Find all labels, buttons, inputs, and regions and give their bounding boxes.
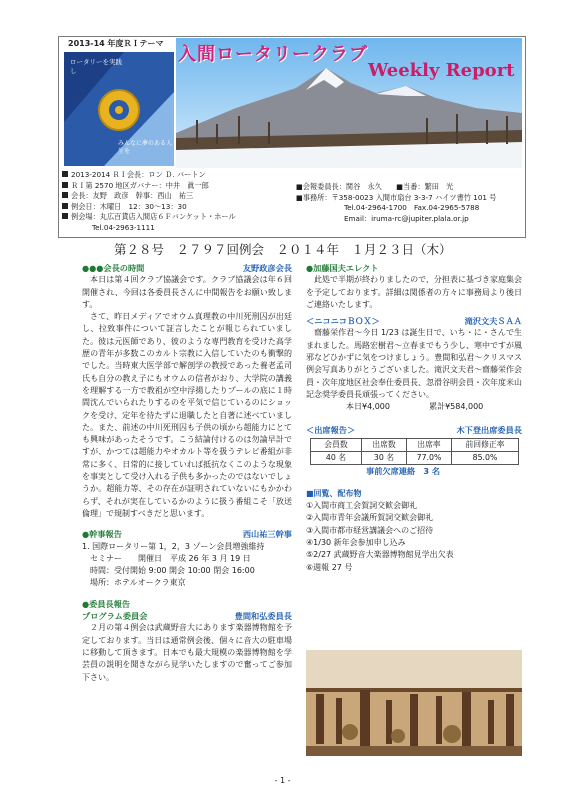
page-number: - 1 - <box>274 776 291 785</box>
table-row <box>311 452 519 465</box>
table-header-cell: 前回修正率 <box>452 438 519 451</box>
niconico-box-paragraph: 齋藤栄作君～今日 1/23 は誕生日で、いち・に・さんで生まれました。馬路宏樹君～立春までもう少し、寒中ですが風邪などひかずに気をつけましょう。豊間和弘君～クリスマス例会写真ありがとうございました。滝沢文夫君～齋藤栄作会員・次年度地区社会奉仕委員長、忽滑谷明会員・次年度米山記念奨学委員長頑張ってください。 <box>306 328 522 399</box>
saa-name: 滝沢文夫ＳＡＡ <box>464 316 522 327</box>
info-line-ri-president: 2013-2014 ＲＩ会長：ロン Ｄ. バートン <box>62 170 236 181</box>
secretary-name: 西山祐三幹事 <box>242 529 292 540</box>
left-column <box>82 262 292 684</box>
table-header-cell: 会員数 <box>311 438 362 451</box>
circulation-heading: ■回覧、配布物 <box>306 488 362 498</box>
table-cell: 30 名 <box>362 452 407 465</box>
list-item: ⑤2/27 武蔵野音大楽器博物館見学出欠表 <box>306 550 454 560</box>
info-office: ■事務所：〒358-0023 入間市扇台 3-3-7 ハイツ書竹 101 号 <box>296 192 497 202</box>
club-title: 入間ロータリークラブ <box>178 44 368 65</box>
list-item: 場所：ホテルオークラ東京 <box>82 578 186 588</box>
elect-paragraph: 此処で半期が終わりましたので、分担表に基づき家庭集会を予定しております。詳細は関係者の方々に事務局より後日ご連絡いたします。 <box>306 275 522 309</box>
info-editor: ■会報委員長：関谷 永久 ■当番：繁田 光 <box>296 182 454 191</box>
attendance-table <box>310 438 519 466</box>
table-cell: 40 名 <box>311 452 362 465</box>
president-paragraph-1: 本日は第４回クラブ協議会です。クラブ協議会は年６回開催され、今回は各委員長さんに中間報告をお願い致します。 <box>82 275 292 309</box>
elect-section-heading: ●加藤国夫エレクト <box>306 263 379 273</box>
president-section-heading: ●●●会長の時間 友野政彦会長 <box>82 263 292 273</box>
list-item: 時間：受付開始 9:00 開会 10:00 閉会 16:00 <box>82 566 255 576</box>
info-line-venue: 例会場：丸広百貨店入間店６Ｆバンケット・ホール <box>62 212 236 223</box>
table-header-cell: 出席数 <box>362 438 407 451</box>
program-committee-paragraph: ２月の第４例会は武蔵野音大にあります楽器博物館を予定しております。当日は通常例会後、個々に音大の駐車場に移動して頂きます。日本でも最大規模の楽器博物館を学芸員の説明を聞きながら見学いたしますので奮ってご参加下さい。 <box>82 623 292 682</box>
list-item: セミナー 開催日 平成 26 年 3 月 19 日 <box>82 553 251 563</box>
issue-line: 第２８号 ２７９７回例会 ２０１４年 １月２３日（木） <box>114 242 452 257</box>
secretary-report-list <box>82 541 292 590</box>
club-info-right <box>296 182 496 224</box>
info-email: Email：iruma-rc@jupiter.plala.or.jp <box>344 213 469 223</box>
niconico-totals <box>306 401 522 413</box>
program-committee-heading: プログラム委員会 豊間和弘委員長 <box>82 611 292 622</box>
table-cell: 77.0% <box>407 452 452 465</box>
right-column <box>306 262 522 574</box>
club-info-left <box>62 170 236 234</box>
president-paragraph-2: さて、昨日メディアでオウム真理教の中川死刑囚が出廷し、拉致事件について証言したことが報じられていました。彼は元医師であり、彼のような専門教育を受けた高学歴の青年が多数このカルト宗教に入信していたのも衝撃的でした。当時東大医学部で解剖学の教授であった養老孟司氏も自分の教え子にもオウムの信者がおり、大学院の講義を理解する一方で教祖が空中浮揚したりプールの底に１時間沈んでいられたりするのを平気で信じているのにショックを受け、定年を待たずに退職したと自著に述べていました。また、前述の中川死刑囚も子供の頃から超能力にとても興味があったそうです。こう結論付けるのは勿論早計ですが、かつては超能力やオカルト等を扱うテレビ番組が非常に多く、日常的に接していれば抵抗なくこのような現象を事実として受け入れる子供も多かったのではないでしょうか。超能力等、その存在が証明されていないにもかかわらず、それが実在しているかのように扱う番組こそ「放送倫理」で規制すべきだと思います。 <box>82 312 292 518</box>
logo-caption-bottom: みんなに夢のある人生を <box>118 140 173 155</box>
museum-photo <box>306 650 522 756</box>
attendance-heading: ＜出席報告＞ 木下登出席委員長 <box>306 424 522 435</box>
list-item: ①入間市商工会賀詞交歓会御礼 <box>306 501 418 511</box>
ri-theme-label: 2013-14 年度ＲＩテーマ <box>68 39 164 48</box>
circulation-list <box>306 500 522 574</box>
weekly-report-title: Weekly Report <box>368 60 515 81</box>
niconico-box-heading: ＜ニコニコＢＯＸ＞ 滝沢文夫ＳＡＡ <box>306 316 522 327</box>
total-amount: 累計¥584,000 <box>429 402 484 412</box>
info-line-president: 会長：友野 政彦 幹事：西山 祐三 <box>62 191 236 202</box>
info-line-meeting-day: 例会日：木曜日 12：30～13：30 <box>62 202 236 213</box>
list-item: ③入間市都市経営講議会へのご招待 <box>306 525 434 535</box>
table-header-cell: 出席率 <box>407 438 452 451</box>
attendance-chair-name: 木下登出席委員長 <box>456 424 522 435</box>
secretary-section-heading: ●幹事報告 西山祐三幹事 <box>82 529 292 540</box>
list-item: 1. 国際ロータリー第 1，2，3 ゾーン会員増強維持 <box>82 541 265 551</box>
committee-section-heading: ●委員長報告 <box>82 598 131 609</box>
logo-caption-top: ロータリーを実践し <box>70 58 122 75</box>
info-line-tel: Tel.04-2963-1111 <box>92 222 155 232</box>
table-row <box>311 438 519 451</box>
today-amount: 本日¥4,000 <box>346 402 390 412</box>
president-name: 友野政彦会長 <box>242 263 292 273</box>
info-tel-fax: Tel.04-2964-1700 Fax.04-2965-5788 <box>344 203 480 213</box>
list-item: ②入間市青年会議所賀詞交歓会御礼 <box>306 513 434 523</box>
list-item: ④1/30 新年会参加申し込み <box>306 537 406 547</box>
info-line-governor: ＲＩ第 2570 地区ガバナー：中井 眞一郎 <box>62 181 236 192</box>
attendance-makeup: 事前欠席連絡 3 名 <box>366 466 441 477</box>
table-cell: 85.0% <box>452 452 519 465</box>
list-item: ⑥週報 27 号 <box>306 562 353 572</box>
program-chair-name: 豊間和弘委員長 <box>234 611 292 622</box>
